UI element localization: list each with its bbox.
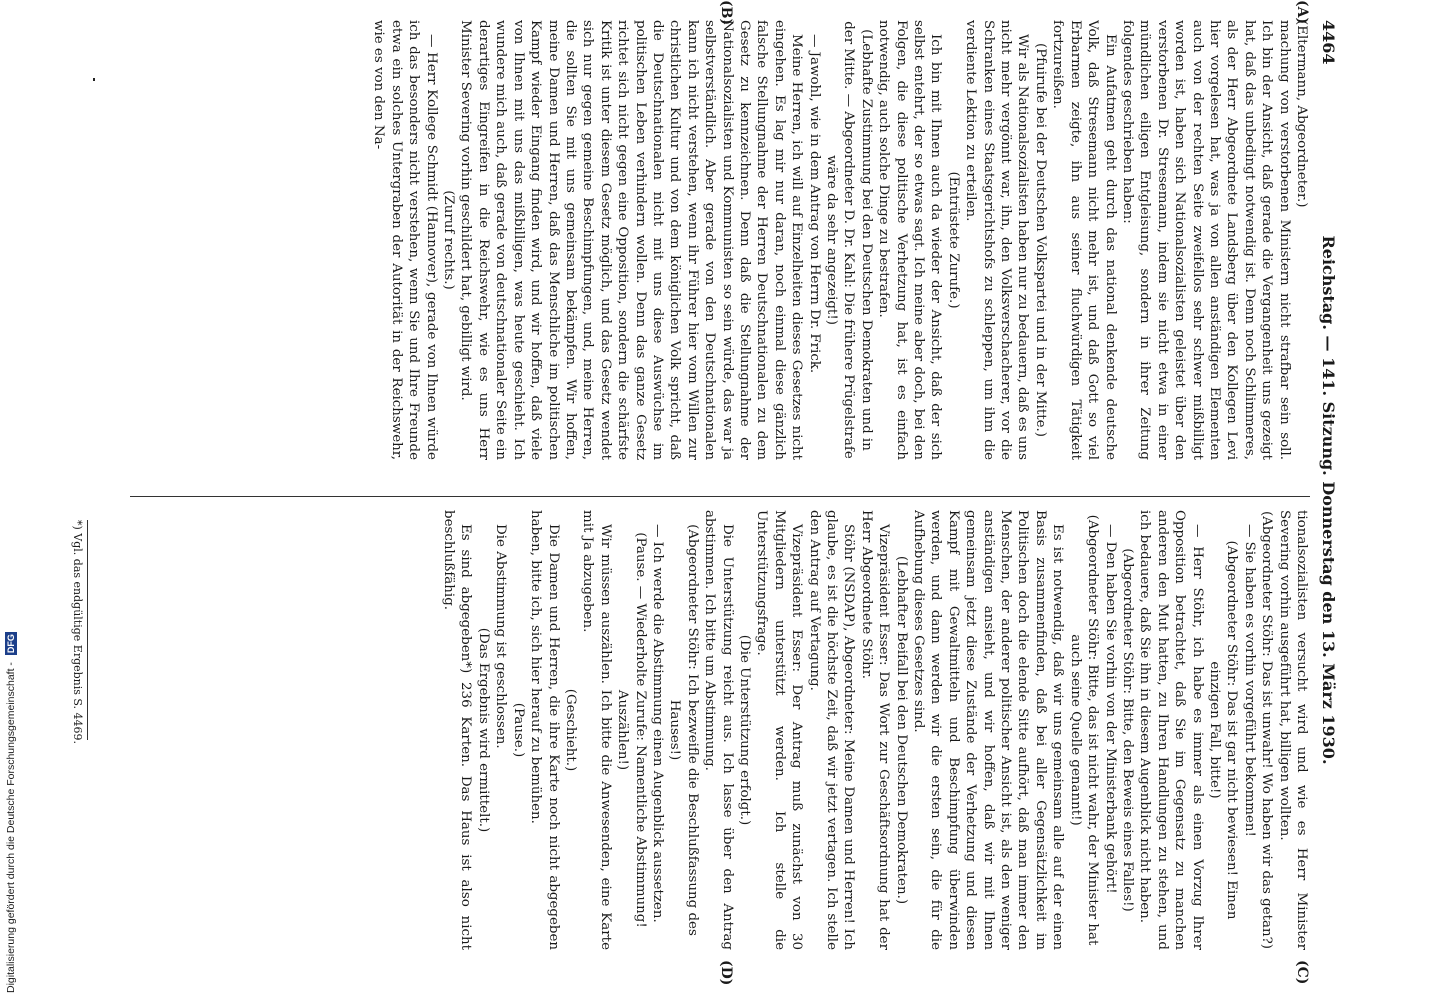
paragraph: Die Unterstützung reicht aus. Ich lasse über den Antrag abstimmen. Ich bitte um Abstimmung. (702, 510, 735, 950)
paragraph: (Abgeordneter Stöhr: Das ist unwahr! Wo haben wir das getan?) (1259, 510, 1275, 950)
column-divider (130, 496, 1310, 497)
paragraph: (Abgeordneter Stöhr: Das ist gar nicht bewiesen! Einen einzigen Fall, bitte!) (1206, 540, 1240, 920)
paragraph: Vizepräsident Esser: Der Antrag muß zunächst von 30 Mitgliedern unterstützt werden. Ich stelle die Unterstützungsfrage. (754, 510, 805, 950)
paragraph: — Ich werde die Abstimmung einen Augenblick aussetzen. (649, 524, 665, 923)
paragraph: — Sie haben es vorhin vorgeführt bekommen! (1241, 524, 1257, 837)
paragraph: (Entrüstete Zurufe.) (945, 171, 961, 309)
left-column (130, 20, 1310, 460)
footnote: *) Vgl. das endgültige Ergebnis S. 4469. (71, 520, 84, 745)
margin-mark-b: (B) (718, 0, 734, 26)
paragraph: (Abgeordneter Stöhr: Bitte, das ist nicht wahr, der Minister hat auch seine Quelle genannt!) (1067, 514, 1101, 946)
margin-mark-d: (D) (718, 960, 734, 986)
paragraph: (Pause.) (510, 702, 526, 758)
paragraph: Ich bin mit Ihnen auch da wieder der Ansicht, daß der sich selbst entehrt, der so etwas sagt. Ich meine aber doch, bei den Folgen, die diese politische Verhetzung hat, ist es einfach notwendig, auch solche Dinge zu bestrafen. (876, 20, 944, 460)
paragraph: (Zuruf rechts.) (441, 190, 457, 290)
paragraph: — Herr Stöhr, ich habe es immer als einen Vorzug Ihrer Opposition betrachtet, daß Sie im Gegensatz zu manchen anderen den Mut hatten, zu Ihren Handlungen zu stehen, und ich bedauere, daß Sie ihn in diesem Augenblick nicht haben. (1137, 510, 1205, 950)
scan-mark (93, 78, 95, 81)
paragraph: — Herr Kollege Schmidt (Hannover), gerade von Ihnen würde ich das besonders nicht verstehen, wenn Sie und Ihre Freunde etwa ein solches Untergraben der Autorität in der Reichswehr, wie es von den Na- (371, 20, 439, 460)
footnote-rule (87, 520, 88, 740)
margin-mark-c: (C) (1294, 960, 1310, 985)
paragraph: (Die Unterstützung erfolgt.) (737, 634, 752, 826)
paragraph: — Jawohl, wie in dem Antrag von Herrn Dr. Frick. (806, 34, 822, 374)
paragraph: (Abgeordneter Stöhr: Bitte, den Beweis eines Falles!) (1119, 548, 1135, 912)
paragraph: (Abgeordneter Stöhr: Ich bezweifle die Beschlußfassung des Hauses!) (667, 524, 700, 936)
paragraph: (Pause. — Wiederholte Zurufe: Namentliche Abstimmung! Auszählen!) (615, 532, 648, 928)
paragraph: Vizepräsident Esser: Das Wort zur Geschäftsordnung hat der Herr Abgeordnete Stöhr. (858, 510, 892, 950)
right-column (130, 510, 1310, 950)
paragraph: tionalsozialisten versucht wird und wie es Herr Minister Severing vorhin ausgeführt hat, billigen wollten. (1276, 510, 1309, 950)
paragraph: Wir müssen auszählen. Ich bitte die Anwesenden, eine Karte mit Ja abzugeben. (580, 510, 613, 950)
paragraph: Stöhr (NSDAP), Abgeordneter: Meine Damen und Herren! Ich glaube, es ist die höchste Zeit, daß wir jetzt vertagen. Ich stelle den Antrag auf Vertagung. (806, 510, 857, 950)
paragraph: Es sind abgegeben*) 236 Karten. Das Haus ist also nicht beschlußfähig. (441, 510, 474, 950)
digitization-note: Digitalisierung gefördert durch die Deutsche Forschungsgemeinschaft - (5, 662, 17, 993)
paragraph: — Den haben Sie vorhin von der Ministerbank gehört! (1102, 524, 1118, 894)
paragraph: Die Damen und Herren, die ihre Karte noch nicht abgegeben haben, bitte ich, sich hier herauf zu bemühen. (528, 510, 561, 950)
paragraph: (Lebhafter Beifall bei den Deutschen Demokraten.) (893, 555, 909, 905)
margin-mark-a: (A) (1294, 0, 1310, 25)
paragraph: Meine Herren, ich will auf Einzelheiten dieses Gesetzes nicht eingehen. Es lag mir nur daran, noch einmal diese gänzlich falsche Stellungnahme der Herren Deutschnationalen zu dem Gesetz zu kennzeichnen. Denn daß die Stellungnahme der Nationalsozialisten und Kommunisten so sein würde, das war ja selbstverständlich. Aber gerade von den Deutschnationalen kann ich nicht verstehen, wenn ihr Führer hier vom Willen zur christlichen Kultur und von dem königlichen Volk spricht, daß die Deutschnationalen nicht mit uns diese Auswüchse im politischen Leben verhindern wollen. Denn das ganze Gesetz richtet sich nicht gegen eine Opposition, sondern die schärfste Kritik ist unter diesem Gesetz möglich, und das Gesetz wendet sich nur gegen gemeine Beschimpfungen, und, meine Herren, die sollten Sie mit uns gemeinsam bekämpfen. Wir hoffen, meine Damen und Herren, daß das Menschliche im politischen Kampf wieder Eingang finden wird, und wir hoffen, daß viele von Ihnen mit uns das mißbilligen, was heute geschieht. Ich wundere mich auch, daß gerade von deutschnationaler Seite ein derartiges Eingreifen in die Reichswehr, wie es uns Herr Minister Severing vorhin geschildert hat, gebilligt wird. (458, 20, 805, 460)
paragraph: Die Abstimmung ist geschlossen. (493, 524, 509, 749)
paragraph: Wir als Nationalsozialisten haben nur zu bedauern, daß es uns nicht mehr vergönnt war, ihn, den Volksverschacherer, vor die Schranken eines Staatsgerichtshofs zu schleppen, um ihm die verdiente Lektion zu erteilen. (963, 20, 1031, 460)
paragraph: (Geschieht.) (562, 688, 578, 772)
page-number: 4464 (1319, 20, 1338, 65)
paragraph: (Lebhafte Zustimmung bei den Deutschen Demokraten und in der Mitte. — Abgeordneter D. Dr. Kahl: Die frühere Prügelstrafe wäre da sehr angezeigt!) (824, 21, 874, 459)
page-header (1312, 20, 1338, 980)
paragraph: Es ist notwendig, daß wir uns gemeinsam alle auf der einen Basis zusammenfinden, daß bei aller Gegensätzlichkeit im Politischen doch die elende Sitte aufhört, daß man immer den Menschen, der anderer politischer Ansicht ist, als den weniger anständigen ansieht, und wir hoffen, daß wir mit Ihnen gemeinsam jetzt diese Zustände der Verhetzung und diesen Kampf mit Gewaltmitteln und Beschimpfung überwinden werden, und dann werden wir die ersten sein, die für die Aufhebung dieses Gesetzes sind. (911, 510, 1066, 950)
paragraph: (Pfuirufe bei der Deutschen Volkspartei und in der Mitte.) (1032, 42, 1048, 438)
paragraph: Ein Aufatmen geht durch das national denkende deutsche Volk, daß Stresemann nicht mehr ist, und daß Gott so viel Erbarmen zeigte, ihn aus seiner fluchwürdigen Tätigkeit fortzureißen. (1050, 20, 1118, 460)
paragraph: machung von verstorbenen Ministern nicht strafbar sein soll. Ich bin der Ansicht, daß gerade die Vergangenheit uns gezeigt hat, daß das unbedingt notwendig ist. Denn noch Schlimmeres, als der Herr Abgeordnete Landsberg über den Kollegen Levi hier vorgelesen hat, was ja von allen anständigen Elementen auch von der rechten Seite zweifellos sehr schwer mißbilligt worden ist, haben sich Nationalsozialisten geleistet über den verstorbenen Dr. Stresemann, indem sie nicht etwa in einer mündlichen eiligen Entgleisung, sondern in ihrer Zeitung folgendes geschrieben haben: (1119, 20, 1292, 460)
paragraph: (Eltermann, Abgeordneter.) (1294, 20, 1309, 208)
paragraph: (Das Ergebnis wird ermittelt.) (475, 627, 491, 833)
digitization-credit (2, 608, 22, 993)
dfg-logo: DFG (6, 634, 16, 654)
running-title: Reichstag. — 141. Sitzung. Donnerstag den 13. März 1930. (1319, 235, 1338, 765)
